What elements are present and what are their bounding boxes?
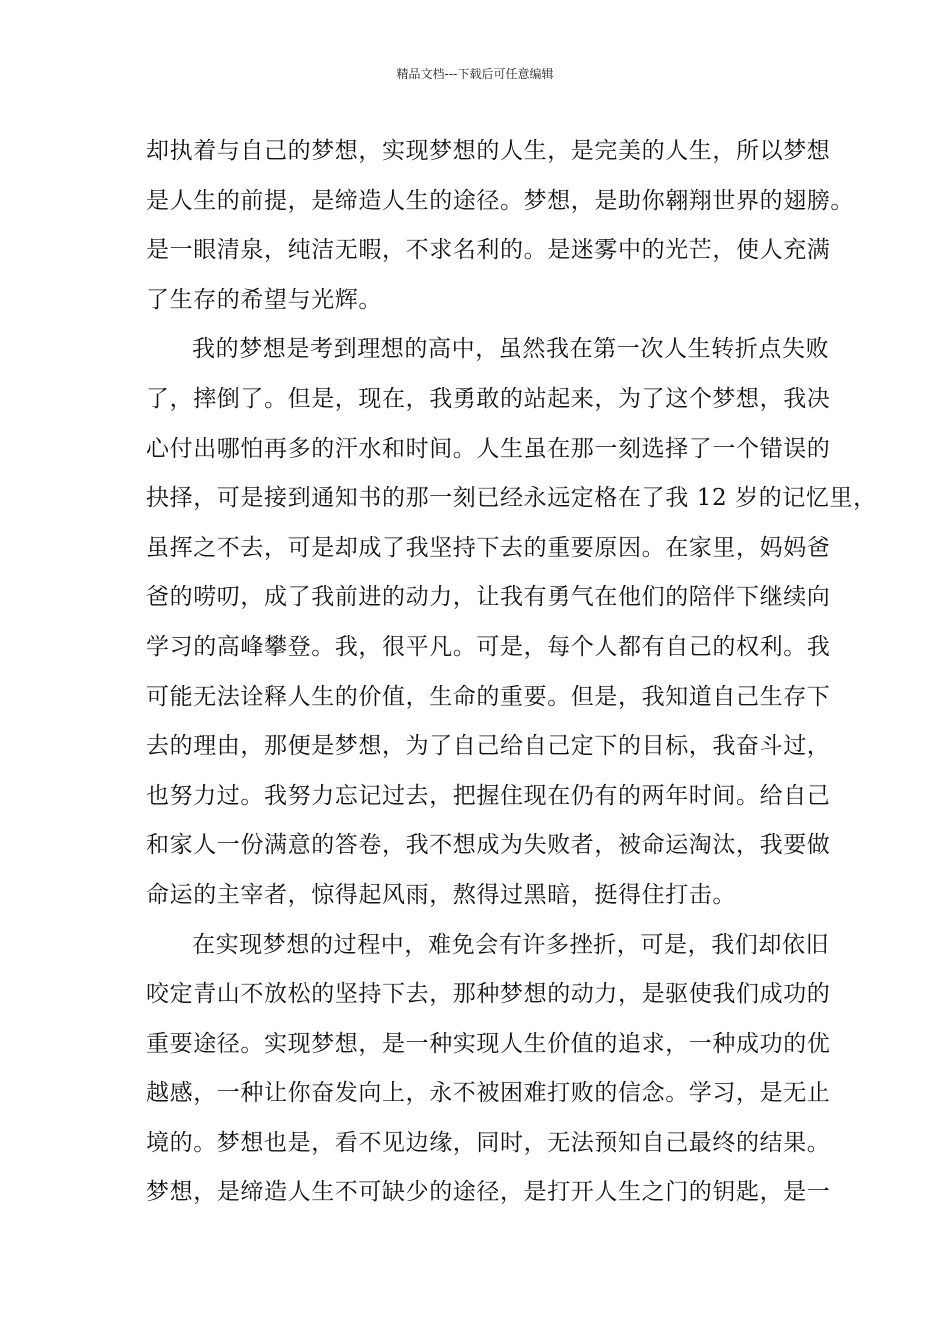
text-line: 爸的唠叨，成了我前进的动力，让我有勇气在他们的陪伴下继续向 <box>146 584 831 611</box>
text-line: 梦想，是缔造人生不可缺少的途径，是打开人生之门的钥匙，是一 <box>146 1179 831 1206</box>
text-line: 了生存的希望与光辉。 <box>146 286 382 313</box>
text-line: 越感，一种让你奋发向上，永不被困难打败的信念。学习，是无止 <box>146 1080 831 1107</box>
text-line: 虽挥之不去，可是却成了我坚持下去的重要原因。在家里，妈妈爸 <box>146 534 831 561</box>
paragraph-first-line: 我的梦想是考到理想的高中，虽然我在第一次人生转折点失败 <box>192 336 830 363</box>
text-line: 抉择，可是接到通知书的那一刻已经永远定格在了我 12 岁的记忆里， <box>146 485 877 512</box>
text-line: 重要途径。实现梦想，是一种实现人生价值的追求，一种成功的优 <box>146 1030 831 1057</box>
document-body <box>146 131 877 1222</box>
text-line: 去的理由，那便是梦想，为了自己给自己定下的目标，我奋斗过， <box>146 733 831 760</box>
text-line: 是人生的前提，是缔造人生的途径。梦想，是助你翱翔世界的翅膀。 <box>146 187 854 214</box>
text-line: 了，摔倒了。但是，现在，我勇敢的站起来，为了这个梦想，我决 <box>146 385 831 412</box>
paragraph-first-line: 在实现梦想的过程中，难免会有许多挫折，可是，我们却依旧 <box>192 931 830 958</box>
text-line: 心付出哪怕再多的汗水和时间。人生虽在那一刻选择了一个错误的 <box>146 435 831 462</box>
text-line: 也努力过。我努力忘记过去，把握住现在仍有的两年时间。给自己 <box>146 782 831 809</box>
text-line: 可能无法诠释人生的价值，生命的重要。但是，我知道自己生存下 <box>146 683 831 710</box>
text-line: 境的。梦想也是，看不见边缘，同时，无法预知自己最终的结果。 <box>146 1129 831 1156</box>
text-line: 学习的高峰攀登。我，很平凡。可是，每个人都有自己的权利。我 <box>146 633 831 660</box>
text-line: 咬定青山不放松的坚持下去，那种梦想的动力，是驱使我们成功的 <box>146 981 831 1008</box>
page-header: 精品文档---下载后可任意编辑 <box>396 67 554 81</box>
text-line: 命运的主宰者，惊得起风雨，熬得过黑暗，挺得住打击。 <box>146 881 736 908</box>
text-line: 和家人一份满意的答卷，我不想成为失败者，被命运淘汰，我要做 <box>146 832 831 859</box>
text-line: 却执着与自己的梦想，实现梦想的人生，是完美的人生，所以梦想 <box>146 138 831 164</box>
text-line: 是一眼清泉，纯洁无暇，不求名利的。是迷雾中的光芒，使人充满 <box>146 237 831 264</box>
